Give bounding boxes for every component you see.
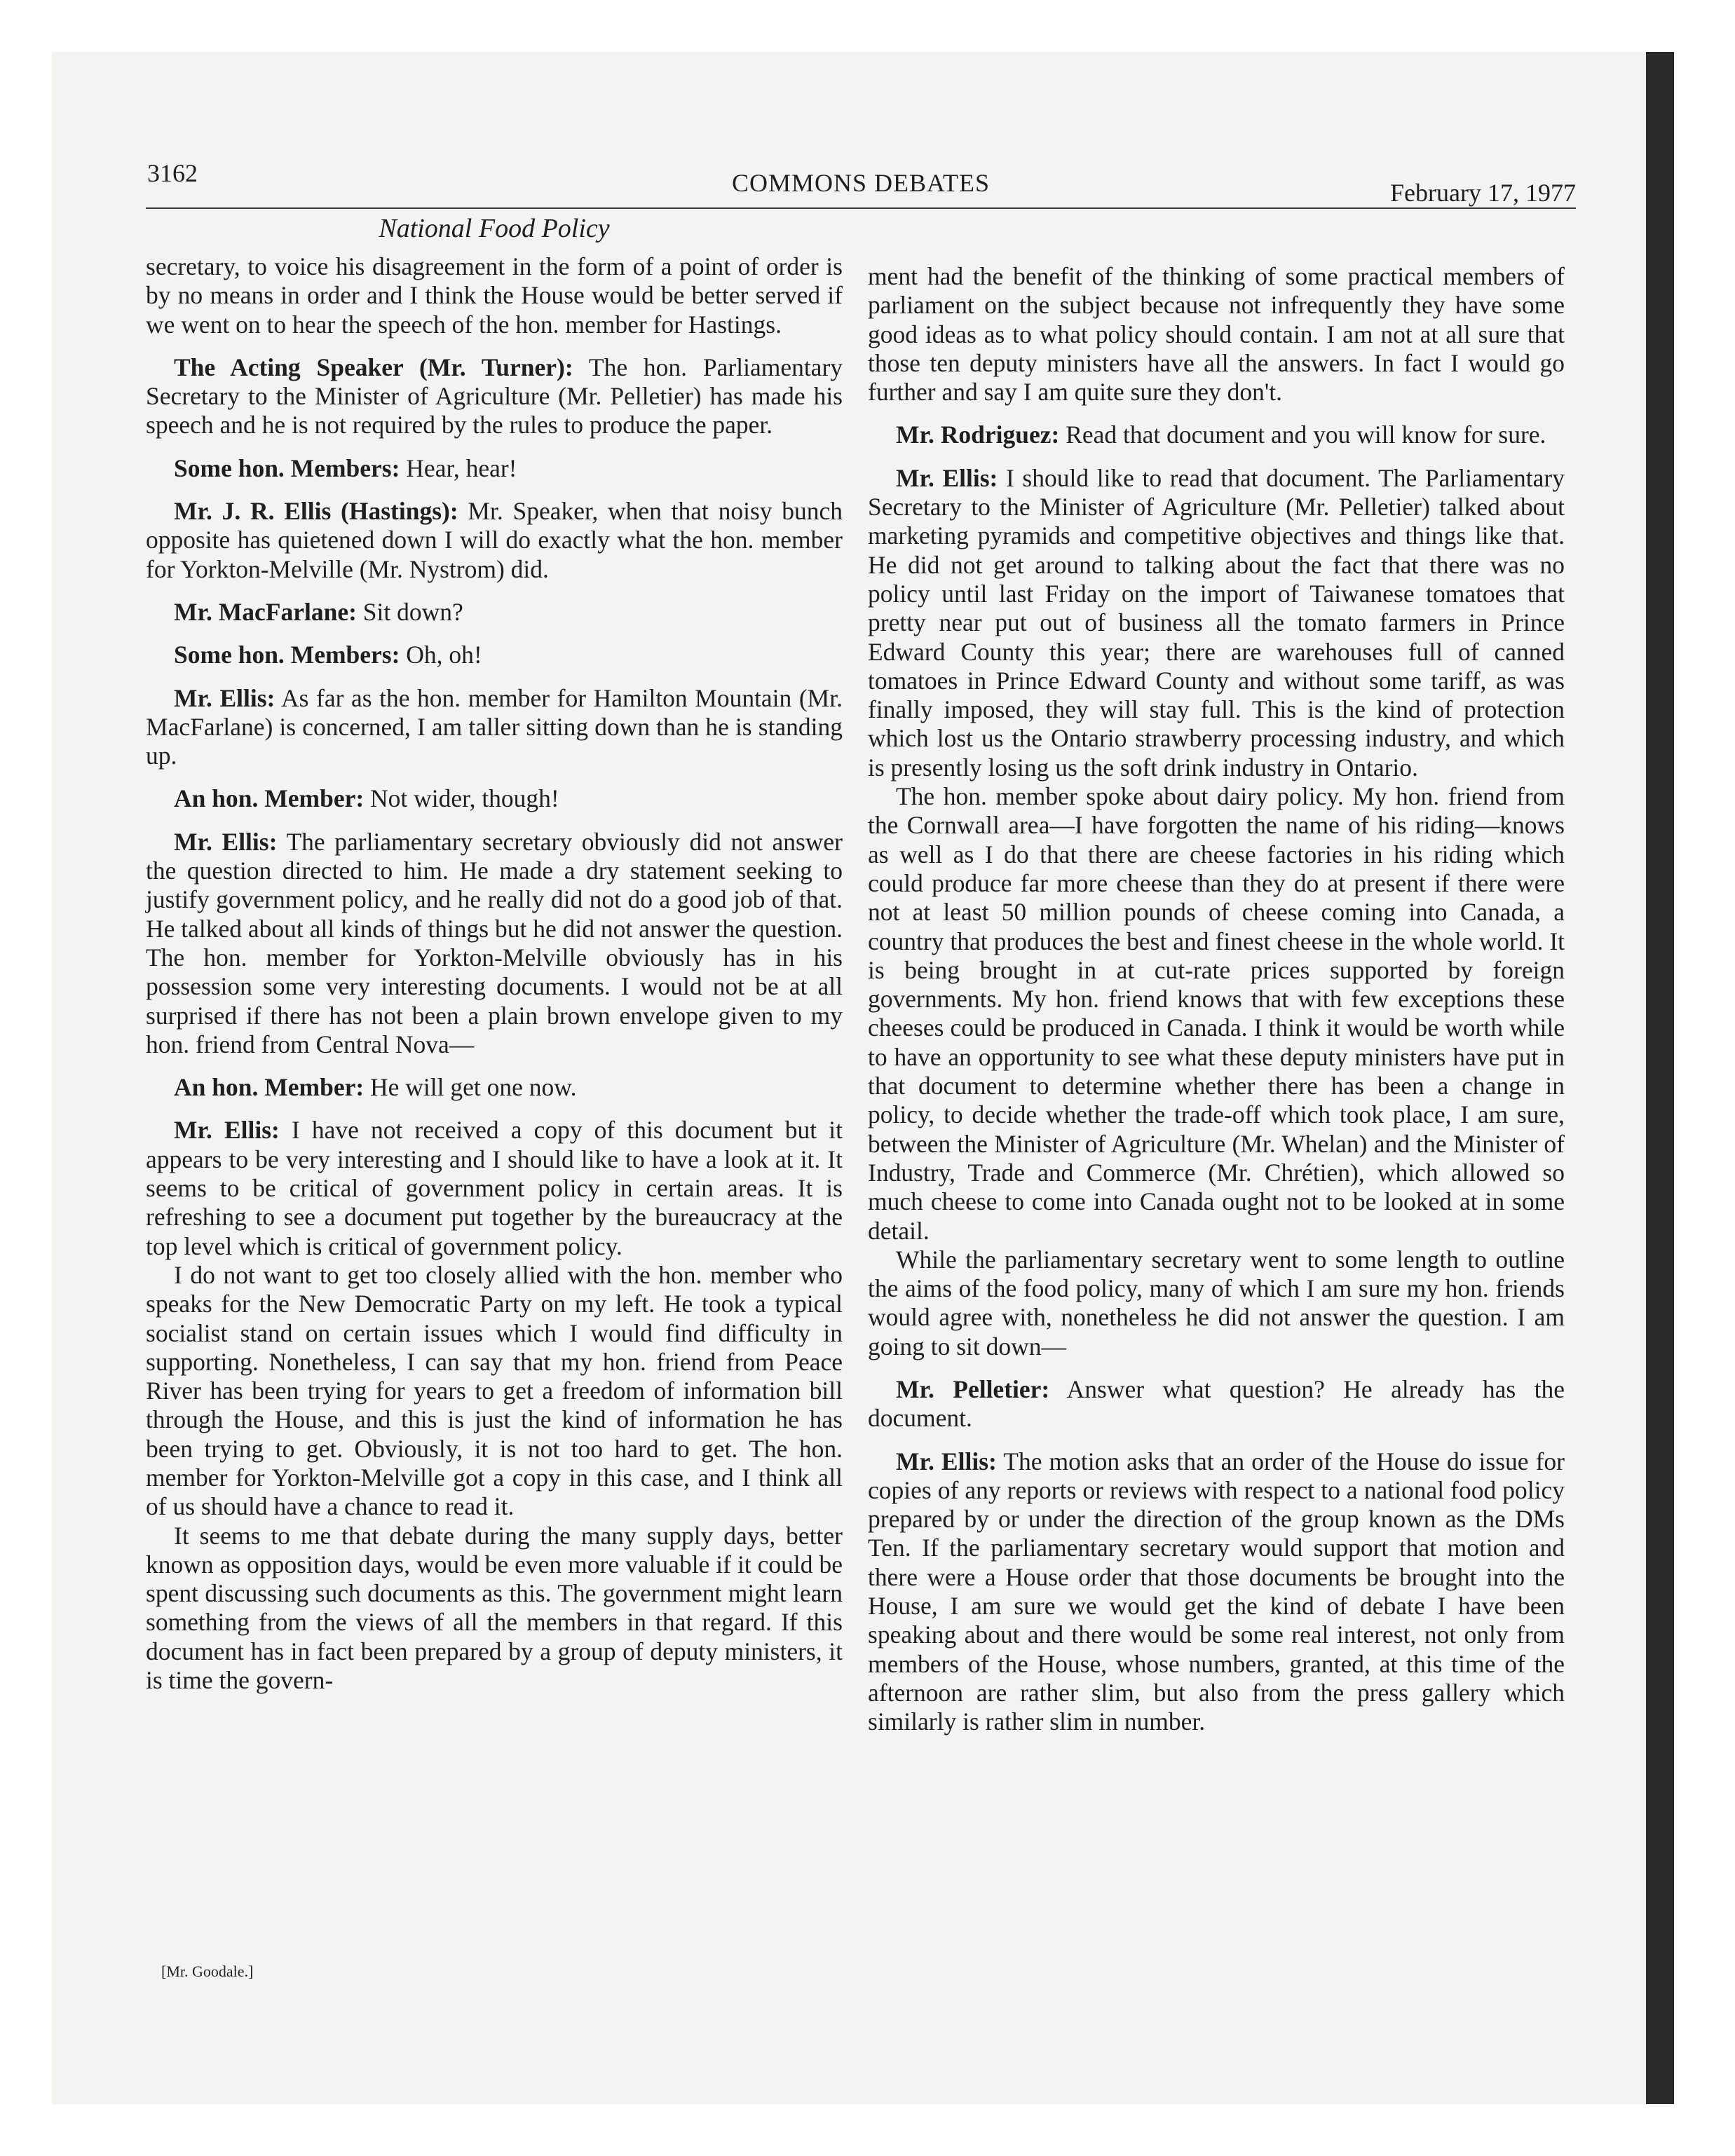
speech [868,1375,1565,1433]
speaker-name: Mr. Ellis: [174,1116,280,1145]
speaker-name: Mr. Ellis: [896,463,998,492]
paragraph [868,782,1565,1246]
speech [146,684,843,771]
speech-text: Oh, oh! [406,641,482,669]
speech [146,641,843,669]
right-column [868,262,1565,1751]
speaker-footnote: [Mr. Goodale.] [161,1963,254,1980]
speech-text: I should like to read that document. The Parliamentary Secretary to the Minister of Agriculture (Mr. Pelletier) talked about marketing pyramids and competitive objectives and things like that. He did not get around to talking about the fact that there was no policy until last Friday on the import of Taiwanese tomatoes that pretty near put out of business all the tomato farmers in Prince Edward County this year; there are warehouses full of canned tomatoes in Prince Edward County and without some tariff, as was finally imposed, they will stay full. This is the kind of protection which lost us the Ontario strawberry processing industry, and which is presently losing us the soft drink industry in Ontario. [868,463,1565,782]
page-number: 3162 [147,159,198,187]
paragraph [146,252,843,339]
speech-text: Answer what question? He already has the document. [868,1374,1565,1433]
speech [146,1116,843,1260]
speaker-name: Mr. J. R. Ellis (Hastings): [174,497,458,526]
speaker-name: Some hon. Members: [174,453,400,482]
paragraph [146,1261,843,1522]
speech-text: Not wider, though! [370,784,559,813]
page-header [146,158,1576,209]
speech [146,784,843,813]
paragraph-text: ment had the benefit of the thinking of some practical members of parliament on the subject because not infrequently they have some good ideas as to what policy should contain. I am not at all sure that those ten deputy ministers have all the answers. In fact I would go further and say I am quite sure they don't. [868,262,1565,407]
speech-text: The hon. Parliamentary Secretary to the Minister of Agriculture (Mr. Pelletier) has made his speech and he is not required by the rules to produce the paper. [146,353,843,439]
paragraph [868,262,1565,407]
speech [146,828,843,1059]
speaker-name: An hon. Member: [174,784,365,813]
paragraph [146,1522,843,1696]
speaker-name: Mr. Pelletier: [896,1374,1050,1403]
paragraph-text: While the parliamentary secretary went to some length to outline the aims of the food policy, many of which I am sure my hon. friends would agree with, nonetheless he did not answer the question. I am going to sit down— [868,1245,1565,1360]
speech [146,1073,843,1102]
speaker-name: Mr. Ellis: [174,827,278,856]
speech [146,497,843,584]
speech-text: Sit down? [362,597,463,626]
speaker-name: Mr. MacFarlane: [174,597,357,626]
speaker-name: Some hon. Members: [174,641,400,669]
speech [868,421,1565,449]
speech-text: I have not received a copy of this document but it appears to be very interesting and I should like to have a look at it. It seems to be critical of government policy in certain areas. It is refreshing to see a document put together by the bureaucracy at the top level which is critical of government policy. [146,1116,843,1260]
speech [868,1447,1565,1737]
speaker-name: An hon. Member: [174,1073,365,1102]
speaker-name: Mr. Rodriguez: [896,421,1060,449]
speech-text: Read that document and you will know for sure. [1066,421,1546,449]
speech-text: Mr. Speaker, when that noisy bunch opposite has quietened down I will do exactly what the hon. member for Yorkton-Melville (Mr. Nystrom) did. [146,497,843,583]
paragraph-text: secretary, to voice his disagreement in the form of a point of order is by no means in order and I think the House would be better served if we went on to hear the speech of the hon. member for Hastings. [146,252,843,339]
paragraph-text: I do not want to get too closely allied with the hon. member who speaks for the New Democratic Party on my left. He took a typical socialist stand on certain issues which I would find difficulty in supporting. Nonetheless, I can say that my hon. friend from Peace River has been trying for years to get a freedom of information bill through the House, and this is just the kind of information he has been trying to get. Obviously, it is not too hard to get. The hon. member for Yorkton-Melville got a copy in this case, and I think all of us should have a chance to read it. [146,1260,843,1521]
paragraph [868,1246,1565,1361]
paragraph-text: The hon. member spoke about dairy policy. My hon. friend from the Cornwall area—I have forgotten the name of his riding—knows as well as I do that there are cheese factories in his riding which could produce far more cheese than they do at present if there were not at least 50 million pounds of cheese coming into Canada, a country that produces the best and finest cheese in the whole world. It is being brought in at cut-rate prices supported by foreign governments. My hon. friend knows that with few exceptions these cheeses could be produced in Canada. I think it would be worth while to have an opportunity to see what these deputy ministers have put in that document to determine whether there has been a change in policy, to decide whether the trade-off which took place, I am sure, between the Minister of Agriculture (Mr. Whelan) and the Minister of Industry, Trade and Commerce (Mr. Chrétien), which allowed so much cheese to come into Canada ought not to be looked at in some detail. [868,782,1565,1245]
paragraph-text: It seems to me that debate during the many supply days, better known as opposition days, would be even more valuable if it could be spent discussing such documents as this. The government might learn something from the views of all the members in that regard. If this document has in fact been prepared by a group of deputy ministers, it is time the govern- [146,1521,843,1695]
speech-text: The parliamentary secretary obviously did not answer the question directed to him. He made a dry statement seeking to justify government policy, and he really did not do a good job of that. He talked about all kinds of things but he did not answer the question. The hon. member for Yorkton-Melville obviously has in his possession some very interesting documents. I would not be at all surprised if there has not been a plain brown envelope given to my hon. friend from Central Nova— [146,827,843,1058]
publication-date: February 17, 1977 [1390,179,1576,207]
speech-text: The motion asks that an order of the House do issue for copies of any reports or reviews with respect to a national food policy prepared by or under the direction of the group known as the DMs Ten. If the parliamentary secretary would support that motion and there were a House order that those documents be brought into the House, I am sure we would get the kind of debate I have been speaking about and there would be some real interest, not only from members of the House, whose numbers, granted, at this time of the afternoon are rather slim, but also from the press gallery which similarly is rather slim in number. [868,1447,1565,1736]
speech-text: As far as the hon. member for Hamilton Mountain (Mr. MacFarlane) is concerned, I am taller sitting down than he is standing up. [146,683,843,770]
speech [868,464,1565,782]
speech [146,598,843,627]
left-column [146,252,843,1709]
section-title: National Food Policy [379,214,610,243]
speech-text: He will get one now. [370,1073,577,1102]
speech-text: Hear, hear! [406,453,517,482]
publication-title: COMMONS DEBATES [731,169,991,197]
speech [146,454,843,483]
scan-edge-shadow [1646,52,1674,2104]
speech [146,353,843,440]
speaker-name: Mr. Ellis: [174,683,275,712]
speaker-name: The Acting Speaker (Mr. Turner): [174,353,573,381]
speaker-name: Mr. Ellis: [896,1447,997,1475]
